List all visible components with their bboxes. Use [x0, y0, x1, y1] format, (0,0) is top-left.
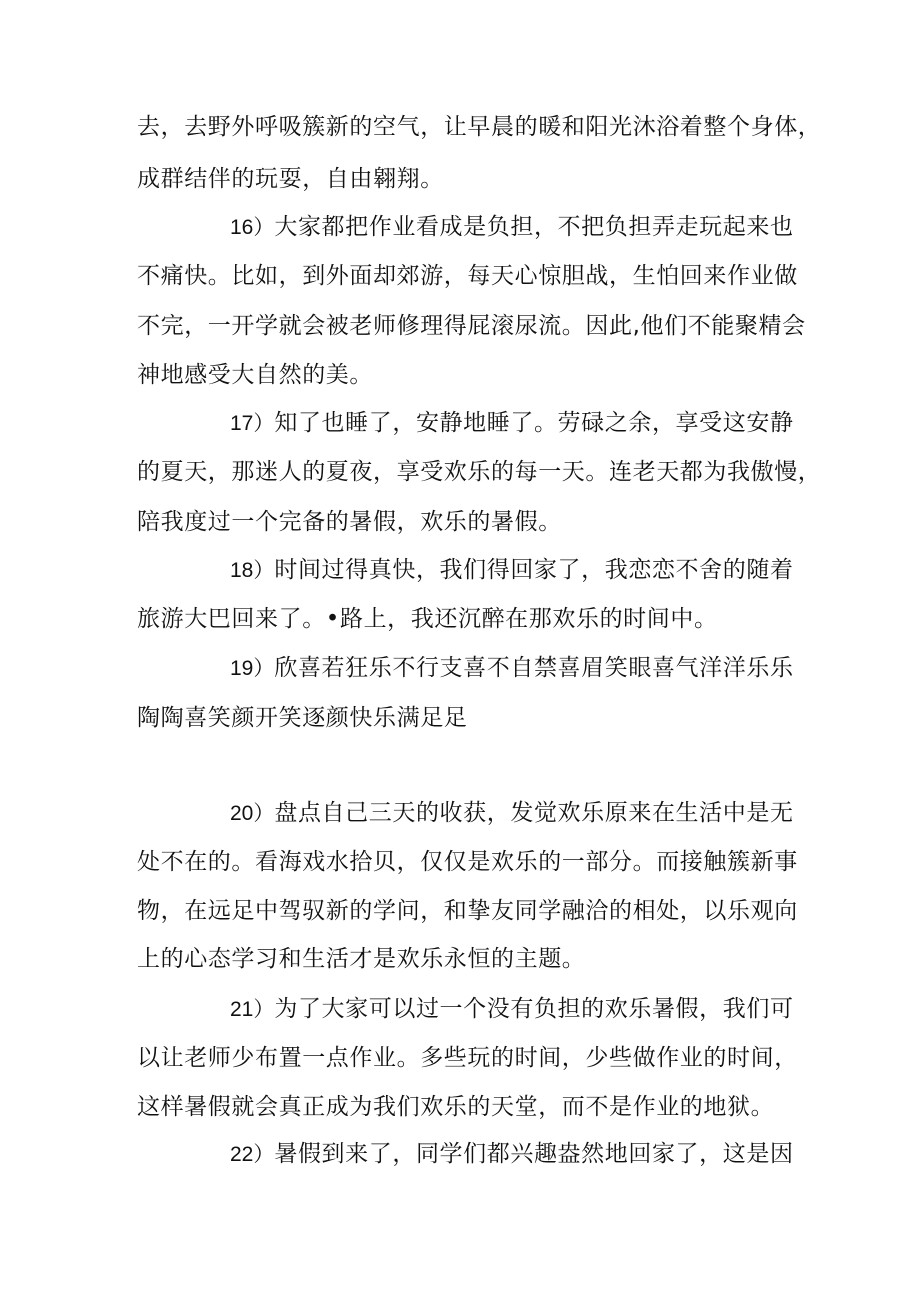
text-line: 时间过得真快，我们得回家了，我恋恋不舍的随着 — [274, 557, 794, 583]
text-line: 不痛快。比如，到外面却郊游，每天心惊胆战，生怕回来作业做 — [137, 263, 798, 289]
text-line: 为了大家可以过一个没有负担的欢乐暑假，我们可 — [274, 996, 794, 1022]
paragraph-number: 18） — [230, 559, 275, 582]
text-line: 大家都把作业看成是负担，不把负担弄走玩起来也 — [274, 214, 794, 240]
paragraph-number: 21） — [230, 998, 275, 1021]
text-line: 上的心态学习和生活才是欢乐永恒的主题。 — [137, 946, 586, 972]
paragraph-number: 20） — [230, 802, 275, 825]
text-line: 知了也睡了，安静地睡了。劳碌之余，享受这安静 — [274, 410, 794, 436]
paragraph-17-first-line — [230, 407, 794, 440]
text-line: 旅游大巴回来了。•路上，我还沉醉在那欢乐的时间中。 — [137, 606, 718, 632]
paragraph-number: 16） — [230, 216, 275, 239]
text-line: 以让老师少布置一点作业。多些玩的时间，少些做作业的时间， — [137, 1045, 798, 1071]
text-line: 物，在远足中驾驭新的学问，和挚友同学融洽的相处，以乐观向 — [137, 898, 798, 924]
paragraph-21-first-line — [230, 993, 794, 1026]
text-line: 成群结伴的玩耍，自由翱翔。 — [137, 166, 444, 192]
paragraph-16-first-line — [230, 211, 794, 244]
text-line: 暑假到来了，同学们都兴趣盎然地回家了，这是因 — [274, 1141, 794, 1167]
text-line: 陶陶喜笑颜开笑逐颜快乐满足足 — [137, 705, 468, 731]
paragraph-22-first-line — [230, 1138, 794, 1171]
text-line: 盘点自己三天的收获，发觉欢乐原来在生活中是无 — [274, 800, 794, 826]
text-line: 的夏天，那迷人的夏夜，享受欢乐的每一天。连老天都为我傲慢， — [137, 459, 822, 485]
text-line: 这样暑假就会真正成为我们欢乐的天堂，而不是作业的地狱。 — [137, 1094, 775, 1120]
paragraph-20-first-line — [230, 797, 794, 830]
text-line: 神地感受大自然的美。 — [137, 362, 373, 388]
paragraph-number: 22） — [230, 1143, 275, 1166]
paragraph-19-first-line — [230, 652, 794, 685]
paragraph-number: 17） — [230, 412, 275, 435]
text-line: 陪我度过一个完备的暑假，欢乐的暑假。 — [137, 509, 562, 535]
text-line: 处不在的。看海戏水拾贝，仅仅是欢乐的一部分。而接触簇新事 — [137, 849, 798, 875]
paragraph-number: 19） — [230, 657, 275, 680]
paragraph-18-first-line — [230, 554, 794, 587]
text-line: 不完，一开学就会被老师修理得屁滚尿流。因此,他们不能聚精会 — [137, 313, 806, 339]
text-line: 欣喜若狂乐不行支喜不自禁喜眉笑眼喜气洋洋乐乐 — [274, 655, 794, 681]
text-line: 去，去野外呼吸簇新的空气，让早晨的暖和阳光沐浴着整个身体， — [137, 114, 822, 140]
